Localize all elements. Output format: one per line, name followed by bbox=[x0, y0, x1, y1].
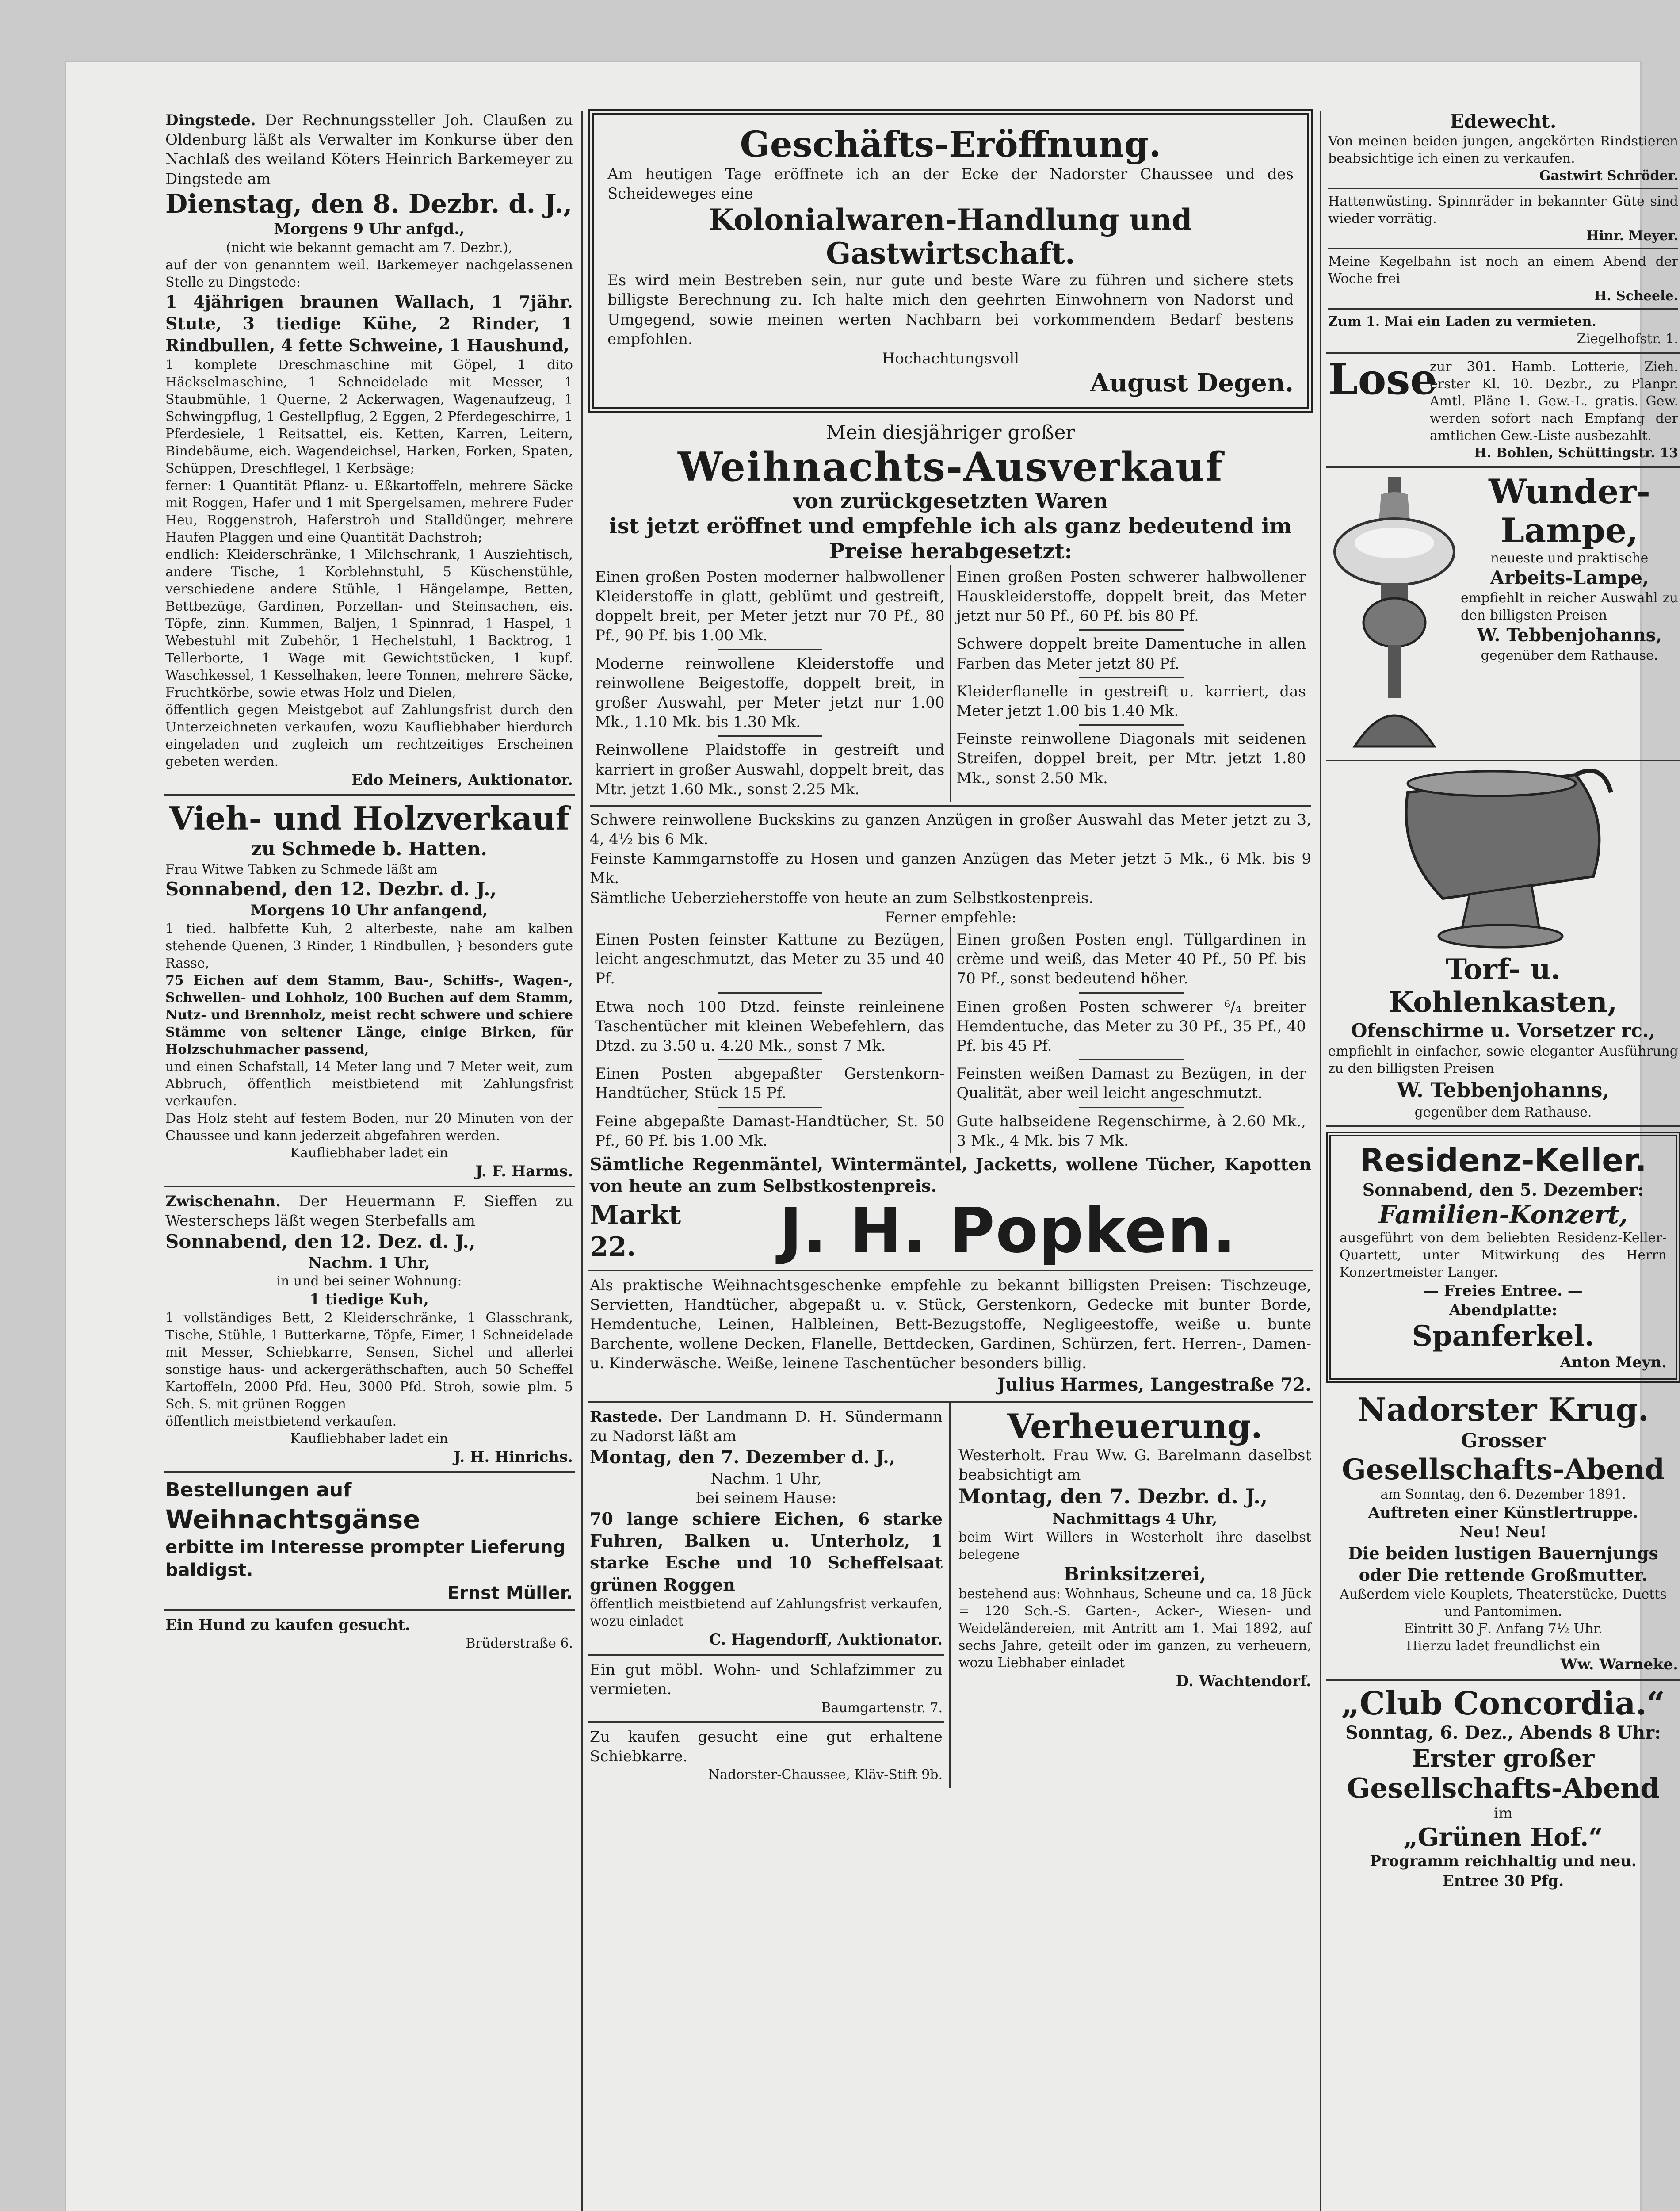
grid-cell bbox=[590, 565, 951, 802]
ad-edewecht-sig3: H. Scheele. bbox=[1594, 288, 1678, 304]
ad-lose bbox=[1326, 354, 1680, 468]
ad-dingstede-head: Dingstede. bbox=[165, 111, 256, 129]
ad-vieh-title: Vieh- und Holzverkauf bbox=[169, 799, 569, 837]
ad-ausv-r2a: Moderne reinwollene Kleiderstoffe und reinwollene Beigestoffe, doppelt breit, in großer Auswahl, per Meter jetzt nur 1.00 Mk., 1.10 Mk. bis 1.30 Mk. bbox=[595, 654, 945, 731]
ad-verheuerung bbox=[957, 1403, 1313, 1696]
ad-residenz-l1: ausgeführt von dem beliebten Residenz-Keller-Quartett, unter Mitwirkung des Herrn Konzertmeister Langer. bbox=[1340, 1230, 1667, 1280]
divider bbox=[718, 649, 822, 650]
ad-rastede-signature: C. Hagendorff, Auktionator. bbox=[709, 1630, 943, 1649]
ad-ausv-r1b: Einen großen Posten schwerer halbwollener Hauskleiderstoffe, doppelt breit, das Meter jetzt nur 50 Pf., 60 Pf. bis 80 Pf. bbox=[956, 568, 1306, 625]
ad-vieh-wood: 75 Eichen auf dem Stamm, Bau-, Schiffs-, Wagen-, Schwellen- und Lohholz, 100 Buchen auf dem Stamm, Nutz- und Brennholz, meist recht schwere und schiere Stämme von seltener Länge, einige Birken, für Holzschuhmacher passend, bbox=[165, 972, 573, 1057]
ad-zwischenahn-time: Nachm. 1 Uhr, bbox=[308, 1254, 430, 1272]
ad-club-l3: Entree 30 Pfg. bbox=[1442, 1872, 1564, 1890]
ad-verheuer-signature: D. Wachtendorf. bbox=[1176, 1672, 1311, 1691]
ad-torf-sub: Ofenschirme u. Vorsetzer rc., bbox=[1351, 1019, 1656, 1041]
ad-nadorster-title: Nadorster Krug. bbox=[1357, 1390, 1649, 1428]
ad-vieh-intro: Frau Witwe Tabken zu Schmede läßt am bbox=[165, 862, 438, 878]
newspaper-page bbox=[66, 62, 1678, 2211]
ad-schiebkarre bbox=[588, 1723, 944, 1788]
divider bbox=[1079, 992, 1184, 994]
ad-lose-text: zur 301. Hamb. Lotterie, Zieh. erster Kl. 10. Dezbr., zu Planpr. Amtl. Pläne 1. Gew.-L. gratis. Gew. werden sofort nach Empfang der amtlichen Gew.-Liste ausbezahlt. bbox=[1430, 359, 1678, 444]
ad-lampe-text bbox=[1461, 472, 1678, 755]
ad-ausv-r2b: Schwere doppelt breite Damentuche in allen Farben das Meter jetzt 80 Pf. bbox=[956, 635, 1306, 673]
ad-lampe-signature: W. Tebbenjohanns, bbox=[1477, 624, 1662, 646]
ad-ausv-r7b: Gute halbseidene Regenschirme, à 2.60 Mk., 3 Mk., 4 Mk. bis 7 Mk. bbox=[956, 1112, 1306, 1150]
ad-ausv-w4: Sämtliche Regenmäntel, Wintermäntel, Jacketts, wollene Tücher, Kapotten von heute an zum Selbstkostenpreis. bbox=[590, 1154, 1311, 1196]
grid-cell bbox=[590, 927, 951, 1153]
ad-verheuer-obj: Brinksitzerei, bbox=[1063, 1563, 1207, 1585]
ad-vieh-holzverkauf bbox=[164, 796, 575, 1187]
ad-ausv-r5b: Einen großen Posten schwerer ⁶/₄ breiter Hemdentuche, das Meter zu 30 Pf., 35 Pf., 40 Pf. bis 45 Pf. bbox=[956, 998, 1306, 1055]
ad-dingstede-signature: Edo Meiners, Auktionator. bbox=[351, 771, 573, 789]
ad-edewecht-head: Edewecht. bbox=[1450, 111, 1557, 132]
ad-rastede-place: bei seinem Hause: bbox=[696, 1489, 836, 1507]
ad-dingstede bbox=[164, 106, 575, 796]
ad-rastede-time: Nachm. 1 Uhr, bbox=[710, 1470, 822, 1488]
ad-rastede-intro: Der Landmann D. H. Sündermann zu Nadorst läßt am bbox=[590, 1408, 943, 1445]
ad-vieh-sub: zu Schmede b. Hatten. bbox=[251, 838, 487, 860]
ad-club-l2: Programm reichhaltig und neu. bbox=[1370, 1852, 1637, 1871]
ad-eroeff-l2: Kolonialwaren-Handlung und Gastwirtschaft. bbox=[709, 203, 1192, 271]
column-middle bbox=[588, 106, 1313, 2211]
ad-vieh-time: Morgens 10 Uhr anfangend, bbox=[250, 901, 488, 919]
ad-rastede-date: Montag, den 7. Dezember d. J., bbox=[590, 1447, 895, 1468]
ad-popken-footer bbox=[590, 1194, 1311, 1267]
ad-lampe-l3: empfiehlt in reicher Auswahl zu den billigsten Preisen bbox=[1461, 590, 1678, 623]
ad-lampe-l1: neueste und praktische bbox=[1490, 551, 1649, 566]
ad-popken-markt: Markt 22. bbox=[590, 1199, 681, 1262]
ad-col-bottom-right bbox=[951, 1403, 1313, 1788]
ad-nadorster-g: Grosser bbox=[1461, 1429, 1546, 1452]
divider bbox=[590, 805, 1311, 807]
ad-zwischenahn bbox=[164, 1187, 575, 1473]
ad-hund-addr: Brüderstraße 6. bbox=[466, 1635, 573, 1651]
ad-vieh-signature: J. F. Harms. bbox=[475, 1162, 573, 1180]
ad-ausv-r2c: Kleiderflanelle in gestreift u. karriert, das Meter jetzt 1.00 bis 1.40 Mk. bbox=[956, 682, 1306, 720]
ad-wunder-lampe bbox=[1326, 468, 1680, 761]
ad-ausv-r1a: Einen großen Posten moderner halbwollener Kleiderstoffe in glatt, geblümt und gestreift, doppelt breit, per Meter jetzt nur 70 Pf., 80 Pf., 90 Pf. bis 1.00 Mk. bbox=[595, 568, 945, 645]
ad-hund bbox=[164, 1611, 575, 1656]
ad-lose-big: Lose bbox=[1328, 354, 1437, 405]
ad-zwischenahn-head: Zwischenahn. bbox=[165, 1193, 281, 1211]
ad-rastede-items: 70 lange schiere Eichen, 6 starke Fuhren, Balken u. Unterholz, 1 starke Esche und 10 Scheffelsaat grünen Roggen bbox=[590, 1509, 943, 1595]
ad-popken-name: J. H. Popken. bbox=[779, 1194, 1237, 1267]
ad-hund-text: Ein Hund zu kaufen gesucht. bbox=[165, 1616, 410, 1634]
ad-nadorster-signature: Ww. Warneke. bbox=[1560, 1656, 1678, 1674]
ad-ausv-sub: von zurückgesetzten Waren bbox=[793, 489, 1108, 513]
ad-club-event: Gesellschafts-Abend bbox=[1347, 1771, 1660, 1804]
ad-edewecht-sig1: Gastwirt Schröder. bbox=[1539, 168, 1678, 184]
ad-dingstede-items3: endlich: Kleiderschränke, 1 Milchschrank, 1 Ausziehtisch, andere Tische, 1 Korblehnstuhl, 5 Küschenstühle, verschiedene andere Stühle, 1 Hängelampe, Betten, Bettbezüge, Gardinen, Porzellan- und Steinsachen, eis. Töpfe, zinn. Kummen, Baljen, 1 Spinnrad, 1 Haspel, 1 Webestuhl mit Zubehör, 1 Hechelstuhl, 1 Backtrog, 1 Tellerborte, 1 Wage mit Gewichtstücken, 1 kupf. Waschkessel, 1 Kesselhaken, leere Tonnen, mehrere Säcke, Fruchtkörbe, sowie etwas Holz und Dielen, bbox=[165, 547, 573, 700]
ad-dingstede-note: (nicht wie bekannt gemacht am 7. Dezbr.), bbox=[226, 240, 512, 256]
ad-harmes bbox=[588, 1271, 1313, 1403]
ad-harmes-text: Als praktische Weihnachtsgeschenke empfehle zu bekannt billigsten Preisen: Tischzeuge, Servietten, Handtücher, abgepaßt u. v. Stück, Gerstenkorn, Gedecke mit bunter Borde, Hemdentuche, Leinen, Halbleinen, Bett-Bezugstoffe, Negligeestoffe, weiße u. bunte Barchente, wollene Decken, Flanelle, Bettdecken, Gardinen, Schürzen, fert. Herren-, Damen- u. Kinderwäsche. Weiße, leinene Taschentücher besonders billig. bbox=[590, 1276, 1311, 1373]
ad-edewecht-sig2: Hinr. Meyer. bbox=[1586, 228, 1678, 244]
ad-ausv-grid-2 bbox=[590, 927, 1311, 1153]
ad-nadorster-krug bbox=[1326, 1387, 1680, 1681]
ad-ausv-w3: Sämtliche Ueberzieherstoffe von heute an zum Selbstkostenpreis. bbox=[590, 889, 1094, 907]
ad-eroeff-l1: Am heutigen Tage eröffnete ich an der Ecke der Nadorster Chaussee und des Scheideweges eine bbox=[607, 165, 1294, 203]
divider bbox=[1079, 629, 1184, 631]
ad-ausv-l1: ist jetzt eröffnet und empfehle ich als ganz bedeutend im Preise herabgesetzt: bbox=[609, 513, 1292, 564]
ad-residenz-free: — Freies Entree. — bbox=[1424, 1281, 1583, 1300]
ad-vieh-note: Das Holz steht auf festem Boden, nur 20 Minuten von der Chaussee und kann jederzeit abgefahren werden. bbox=[165, 1110, 573, 1144]
coal-scuttle-illustration bbox=[1328, 766, 1673, 952]
ad-residenz-dish: Spanferkel. bbox=[1412, 1319, 1595, 1353]
ad-nadorster-l1: Auftreten einer Künstlertruppe. bbox=[1368, 1504, 1638, 1522]
ad-harmes-signature: Julius Harmes, Langestraße 72. bbox=[997, 1374, 1311, 1395]
ad-dingstede-place: auf der von genanntem weil. Barkemeyer nachgelassenen Stelle zu Dingstede: bbox=[165, 257, 573, 290]
ad-weihnachtsgaense bbox=[164, 1473, 575, 1610]
ad-edewecht-l2: Hattenwüsting. Spinnräder in bekannter Güte sind wieder vorrätig. bbox=[1328, 194, 1678, 227]
ad-lampe-l2: Arbeits-Lampe, bbox=[1490, 567, 1649, 589]
ad-torf-title: Torf- u. Kohlenkasten, bbox=[1389, 953, 1617, 1019]
ad-nadorster-date: am Sonntag, den 6. Dezember 1891. bbox=[1380, 1487, 1626, 1503]
divider bbox=[1328, 308, 1678, 310]
ad-gaense-l2: Weihnachtsgänse bbox=[165, 1504, 420, 1534]
ad-vieh-date: Sonnabend, den 12. Dezbr. d. J., bbox=[165, 878, 497, 900]
column-rule bbox=[1320, 111, 1321, 2211]
column-rule bbox=[581, 111, 583, 2211]
ad-weihnachts-ausverkauf bbox=[588, 416, 1313, 1271]
ad-edewecht bbox=[1326, 106, 1680, 354]
divider bbox=[1079, 724, 1184, 726]
ad-nadorster-l4: Eintritt 30 Ƒ. Anfang 7½ Uhr. bbox=[1404, 1621, 1603, 1637]
ad-torf-signature: W. Tebbenjohanns, bbox=[1397, 1078, 1610, 1102]
divider bbox=[1328, 188, 1678, 189]
divider bbox=[1079, 1059, 1184, 1060]
ad-wohnung-addr: Baumgartenstr. 7. bbox=[821, 1700, 943, 1716]
ad-lampe-title2: Lampe, bbox=[1501, 510, 1638, 550]
divider bbox=[1328, 248, 1678, 249]
ad-ausv-r6b: Feinsten weißen Damast zu Bezügen, in der Qualität, aber weil leicht angeschmutzt. bbox=[956, 1065, 1306, 1102]
ad-nadorster-l2: Die beiden lustigen Bauernjungs oder Die rettende Großmutter. bbox=[1348, 1543, 1658, 1585]
ad-rastede bbox=[588, 1403, 944, 1656]
ad-ausv-grid-1 bbox=[590, 565, 1311, 802]
ad-eroeff-signature: August Degen. bbox=[1090, 368, 1294, 398]
ad-lampe-addr: gegenüber dem Rathause. bbox=[1481, 647, 1658, 663]
ad-schiebkarre-text: Zu kaufen gesucht eine gut erhaltene Schiebkarre. bbox=[590, 1728, 943, 1765]
ad-verheuer-desc: bestehend aus: Wohnhaus, Scheune und ca. 18 Jück = 120 Sch.-S. Garten-, Acker-, Wiesen- und Weideländereien, mit Antritt am 1. Mai 1892, auf sechs Jahre, geteilt oder im ganzen, zu verheuern, wozu Liebhaber einladet bbox=[958, 1586, 1311, 1671]
ad-residenz-date: Sonnabend, den 5. Dezember: bbox=[1362, 1179, 1644, 1200]
ad-torf-l1: empfiehlt in einfacher, sowie eleganter Ausführung zu den billigsten Preisen bbox=[1328, 1044, 1678, 1077]
divider bbox=[718, 735, 822, 737]
ad-club-l1: Erster großer bbox=[1412, 1744, 1595, 1773]
ad-rastede-end: öffentlich meistbietend auf Zahlungsfrist verkaufen, wozu einladet bbox=[590, 1596, 943, 1629]
ad-dingstede-items2: ferner: 1 Quantität Pflanz- u. Eßkartoffeln, mehrere Säcke mit Roggen, Hafer und 1 mit Spergelsamen, mehrere Fuder Heu, Roggenstroh, Haferstroh und Stalldünger, mehrere Haufen Plaggen und eine Quantität Dachstroh; bbox=[165, 478, 573, 545]
ad-eroeff-regards: Hochachtungsvoll bbox=[882, 349, 1019, 367]
ad-vieh-items: 1 tied. halbfette Kuh, 2 alterbeste, nahe am kalben stehende Quenen, 3 Rinder, 1 Rindbullen, } besonders gute Rasse, bbox=[165, 921, 573, 971]
ad-wohnung-text: Ein gut möbl. Wohn- und Schlafzimmer zu vermieten. bbox=[590, 1661, 943, 1698]
ad-zwischenahn-invite: Kaufliebhaber ladet ein bbox=[290, 1431, 448, 1447]
ad-zwischenahn-place: in und bei seiner Wohnung: bbox=[276, 1274, 462, 1289]
ad-vieh-invite: Kaufliebhaber ladet ein bbox=[290, 1145, 448, 1161]
grid-cell bbox=[951, 565, 1312, 802]
ad-row-bottom bbox=[588, 1403, 1313, 1788]
ad-dingstede-end: öffentlich gegen Meistgebot auf Zahlungsfrist durch den Unterzeichneten verkaufen, wozu Kaufliebhaber hierdurch eingeladen und zugleich um rechtzeitiges Erscheinen gebeten werden. bbox=[165, 702, 573, 769]
ad-residenz-keller bbox=[1326, 1132, 1680, 1383]
ad-dingstede-time: Morgens 9 Uhr anfgd., bbox=[274, 220, 465, 238]
divider bbox=[1079, 677, 1184, 678]
ad-edewecht-addr4: Ziegelhofstr. 1. bbox=[1577, 331, 1678, 347]
divider bbox=[718, 1107, 822, 1108]
ad-ausv-r7a: Feine abgepaßte Damast-Handtücher, St. 50 Pf., 60 Pf. bis 1.00 Mk. bbox=[595, 1112, 945, 1150]
ad-ausv-r3a: Reinwollene Plaidstoffe in gestreift und karriert in großer Auswahl, doppelt breit, das Mtr. jetzt 1.60 Mk., sonst 2.25 Mk. bbox=[595, 741, 945, 798]
ad-residenz-event: Familien-Konzert, bbox=[1378, 1200, 1628, 1230]
ad-zwischenahn-items: 1 vollständiges Bett, 2 Kleiderschränke, 1 Glasschrank, Tische, Stühle, 1 Butterkarne, Töpfe, Eimer, 1 Schneidelade mit Messer, Schiebkarre, Sensen, Sichel und allerlei sonstige haus- und ackergeräthschaften, auch 50 Scheffel Kartoffeln, 2000 Pfd. Heu, 3000 Pfd. Stroh, sowie plm. 5 Sch. S. mit grünen Roggen bbox=[165, 1310, 573, 1412]
lamp-illustration bbox=[1328, 472, 1461, 755]
ad-club-date: Sonntag, 6. Dez., Abends 8 Uhr: bbox=[1345, 1722, 1661, 1744]
ad-lose-signature: H. Bohlen, Schüttingstr. 13 bbox=[1474, 445, 1678, 461]
ad-ausv-w2: Feinste Kammgarnstoffe zu Hosen und ganzen Anzügen das Meter jetzt 5 Mk., 6 Mk. bis 9 Mk. bbox=[590, 850, 1311, 887]
ad-club-concordia bbox=[1326, 1681, 1680, 1895]
ad-zwischenahn-cow: 1 tiedige Kuh, bbox=[309, 1291, 429, 1308]
ad-torf-kohlenkasten bbox=[1326, 761, 1680, 1127]
ad-ausv-title: Weihnachts-Ausverkauf bbox=[678, 444, 1223, 491]
ad-edewecht-l1: Von meinen beiden jungen, angekörten Rindstieren beabsichtige ich einen zu verkaufen. bbox=[1328, 134, 1678, 167]
ad-verheuer-place: beim Wirt Willers in Westerholt ihre daselbst belegene bbox=[958, 1529, 1311, 1562]
ad-edewecht-l4: Zum 1. Mai ein Laden zu vermieten. bbox=[1328, 314, 1596, 330]
ad-ausv-ferner: Ferner empfehle: bbox=[884, 908, 1017, 926]
ad-ausv-r5a: Etwa noch 100 Dtzd. feinste reinleinene Taschentücher mit kleinen Webefehlern, das Dtzd. zu 3.50 u. 4.20 Mk., sonst 7 Mk. bbox=[595, 998, 945, 1055]
ad-gaense-signature: Ernst Müller. bbox=[447, 1583, 573, 1603]
ad-ausv-w1: Schwere reinwollene Buckskins zu ganzen Anzügen in großer Auswahl das Meter jetzt zu 3, 4, 4½ bis 6 Mk. bbox=[590, 811, 1311, 849]
ad-residenz-title: Residenz-Keller. bbox=[1359, 1141, 1647, 1179]
ad-club-im: im bbox=[1493, 1804, 1513, 1822]
ad-club-place: „Grünen Hof.“ bbox=[1403, 1823, 1603, 1852]
grid-cell bbox=[951, 927, 1312, 1153]
ad-col-bottom-left bbox=[588, 1403, 951, 1788]
ad-rastede-head: Rastede. bbox=[590, 1408, 663, 1426]
ad-zwischenahn-end: öffentlich meistbietend verkaufen. bbox=[165, 1414, 397, 1430]
ad-lampe-title1: Wunder- bbox=[1489, 472, 1650, 512]
ad-dingstede-intro: Der Rechnungssteller Joh. Claußen zu Oldenburg läßt als Verwalter im Konkurse über den Nachlaß des weiland Köters Heinrich Barkemeyer zu Dingstede am bbox=[165, 111, 573, 188]
ad-torf-addr: gegenüber dem Rathause. bbox=[1414, 1104, 1592, 1120]
ad-edewecht-l3: Meine Kegelbahn ist noch an einem Abend der Woche frei bbox=[1328, 254, 1678, 287]
ad-residenz-platte: Abendplatte: bbox=[1449, 1301, 1558, 1319]
ad-zwischenahn-intro: Der Heuermann F. Sieffen zu Westerscheps läßt wegen Sterbefalls am bbox=[165, 1193, 573, 1230]
ad-dingstede-date: Dienstag, den 8. Dezbr. d. J., bbox=[165, 188, 573, 219]
ad-zwischenahn-date: Sonnabend, den 12. Dez. d. J., bbox=[165, 1231, 476, 1253]
ad-ausv-r3b: Feinste reinwollene Diagonals mit seidenen Streifen, doppel breit, per Mtr. jetzt 1.80 Mk., sonst 2.50 Mk. bbox=[956, 730, 1306, 787]
divider bbox=[718, 992, 822, 994]
ad-residenz-signature: Anton Meyn. bbox=[1560, 1353, 1667, 1371]
ad-dingstede-animals: 1 4jährigen braunen Wallach, 1 7jähr. Stute, 3 tiedige Kühe, 2 Rinder, 1 Rindbullen, 4 fette Schweine, 1 Haushund, bbox=[165, 291, 573, 356]
ad-schiebkarre-addr: Nadorster-Chaussee, Kläv-Stift 9b. bbox=[708, 1767, 943, 1783]
ad-nadorster-l3: Außerdem viele Kouplets, Theaterstücke, Duetts und Pantomimen. bbox=[1340, 1587, 1667, 1620]
divider bbox=[1079, 1107, 1184, 1108]
divider bbox=[718, 1059, 822, 1060]
ad-verheuer-title: Verheuerung. bbox=[1007, 1406, 1263, 1446]
ad-dingstede-items1: 1 komplete Dreschmaschine mit Göpel, 1 dito Häckselmaschine, 1 Schneidelade mit Messer, 1 Staubmühle, 1 Querne, 2 Ackerwagen, Wagenaufzeug, 1 Schwingpflug, 1 Gestellpflug, 2 Eggen, 2 Pferdegeschirre, 1 Pferdesiele, 1 Reitsattel, eis. Ketten, Karren, Leitern, Bindebäume, eich. Wagendeichsel, Harken, Forken, Spaten, Schüppen, Dreschflegel, 1 Kerbsäge; bbox=[165, 357, 573, 476]
ad-geschaefts-eroeffnung bbox=[588, 109, 1313, 413]
ad-verheuer-date: Montag, den 7. Dezbr. d. J., bbox=[958, 1484, 1268, 1509]
ad-club-title: „Club Concordia.“ bbox=[1341, 1684, 1665, 1722]
ad-eroeff-title: Geschäfts-Eröffnung. bbox=[740, 123, 1161, 165]
ad-nadorster-l5: Hierzu ladet freundlichst ein bbox=[1406, 1638, 1600, 1654]
ad-ausv-r4b: Einen großen Posten engl. Tüllgardinen in crème und weiß, das Meter 40 Pf., 50 Pf. bis 70 Pf., sonst bedeutend höher. bbox=[956, 931, 1306, 988]
ad-verheuer-intro: Westerholt. Frau Ww. G. Barelmann daselbst beabsichtigt am bbox=[958, 1446, 1311, 1484]
ad-gaense-l1: Bestellungen auf bbox=[165, 1479, 352, 1502]
ad-ausv-pre: Mein diesjähriger großer bbox=[826, 421, 1075, 444]
ad-ausv-r4a: Einen Posten feinster Kattune zu Bezügen, leicht angeschmutzt, das Meter zu 35 und 40 Pf. bbox=[595, 931, 945, 988]
column-right bbox=[1326, 106, 1680, 2211]
ad-gaense-l3: erbitte im Interesse prompter Lieferung baldigst. bbox=[165, 1537, 566, 1580]
ad-zwischenahn-signature: J. H. Hinrichs. bbox=[454, 1448, 573, 1466]
ad-ausv-r6a: Einen Posten abgepaßter Gerstenkorn-Handtücher, Stück 15 Pf. bbox=[595, 1065, 945, 1102]
column-left bbox=[164, 106, 575, 2211]
ad-verheuer-time: Nachmittags 4 Uhr, bbox=[1052, 1510, 1218, 1528]
ad-wohnung bbox=[588, 1656, 944, 1722]
ad-nadorster-neu: Neu! Neu! bbox=[1459, 1523, 1547, 1542]
ad-vieh-stall: und einen Schafstall, 14 Meter lang und 7 Meter weit, zum Abbruch, öffentlich meistbietend mit Zahlungsfrist verkaufen. bbox=[165, 1059, 573, 1109]
ad-nadorster-event: Gesellschafts-Abend bbox=[1342, 1453, 1665, 1486]
ad-eroeff-l3: Es wird mein Bestreben sein, nur gute und beste Ware zu führen und sichere stets billigste Berechnung zu. Ich halte mich den geehrten Einwohnern von Nadorst und Umgegend, sowie meinen werten Nachbarn bei vorkommendem Bedarf bestens empfohlen. bbox=[607, 272, 1294, 348]
